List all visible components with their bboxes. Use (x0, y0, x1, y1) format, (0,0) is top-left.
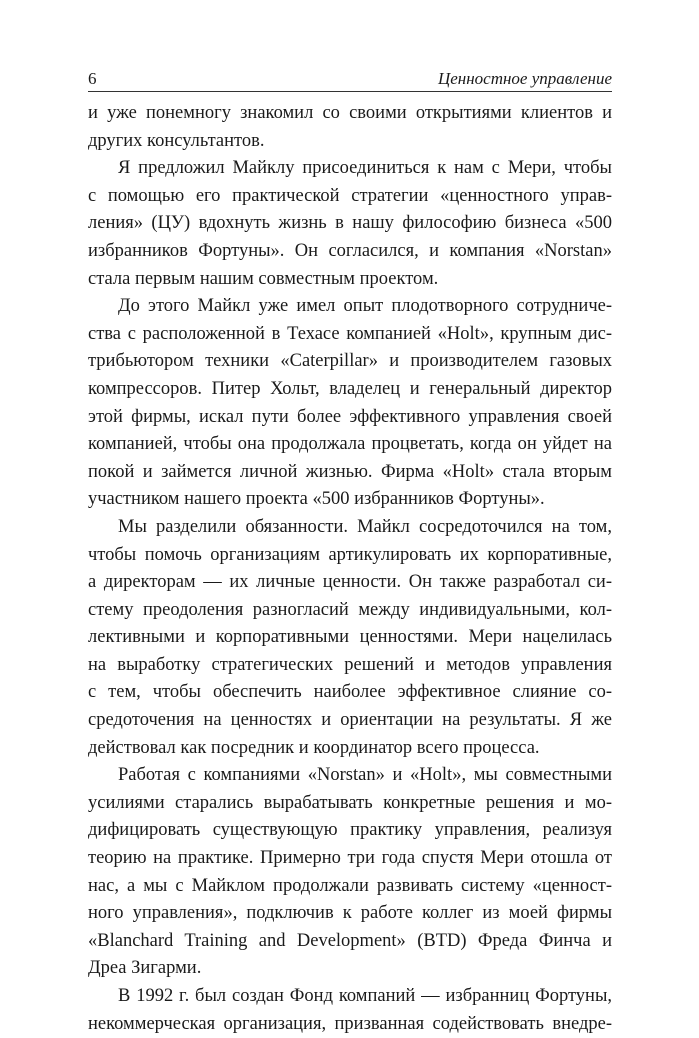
text-line: стала первым нашим совместным проектом. (88, 268, 439, 289)
text-line: а директорам — их личные ценности. Он также разработал си- (88, 572, 612, 593)
text-line: с помощью его практической стратегии «ценностного управ- (88, 185, 612, 206)
text-line: компанией, чтобы она продолжала процветать, когда он уйдет на (88, 434, 612, 455)
text-line: нас, а мы с Майклом продолжали развивать систему «ценност- (88, 875, 612, 896)
text-line: «Blanchard Training and Development» (BTD) Фреда Финча и (88, 930, 612, 951)
text-line: трибьютором техники «Caterpillar» и производителем газовых (88, 351, 612, 372)
text-line: дифицировать существующую практику управления, реализуя (88, 820, 612, 841)
text-line: усилиями старались вырабатывать конкретные решения и мо- (88, 792, 612, 813)
text-line: этой фирмы, искал пути более эффективного управления своей (88, 406, 612, 427)
text-line: чтобы помочь организациям артикулировать их корпоративные, (88, 544, 612, 565)
text-line: с тем, чтобы обеспечить наиболее эффективное слияние со- (88, 682, 612, 703)
text-line: участником нашего проекта «500 избранников Фортуны». (88, 489, 545, 510)
text-line: некоммерческая организация, призванная содействовать внедре- (88, 1013, 612, 1034)
text-line: ного управления», подключив к работе коллег из моей фирмы (88, 903, 612, 924)
text-line: До этого Майкл уже имел опыт плодотворного сотрудниче- (118, 296, 612, 317)
page-number: 6 (88, 69, 97, 88)
text-line: Работая с компаниями «Norstan» и «Holt», мы совместными (118, 765, 612, 786)
text-line: Я предложил Майклу присоединиться к нам с Мери, чтобы (118, 158, 612, 179)
text-line: теорию на практике. Примерно три года спустя Мери отошла от (88, 848, 612, 869)
text-line: на выработку стратегических решений и методов управления (88, 654, 612, 675)
running-title: Ценностное управление (437, 69, 612, 88)
running-header (88, 69, 612, 92)
text-line: избранников Фортуны». Он согласился, и компания «Norstan» (88, 240, 612, 261)
text-line: ления» (ЦУ) вдохнуть жизнь в нашу философию бизнеса «500 (88, 213, 612, 234)
text-line: действовал как посредник и координатор всего процесса. (88, 737, 540, 758)
text-line: Дреа Зигарми. (88, 958, 202, 979)
text-line: стему преодоления разногласий между индивидуальными, кол- (88, 599, 612, 620)
text-line: лективными и корпоративными ценностями. Мери нацелилась (88, 627, 612, 648)
text-line: Мы разделили обязанности. Майкл сосредоточился на том, (118, 516, 612, 537)
body-text (88, 100, 612, 1038)
text-line: покой и займется личной жизнью. Фирма «Holt» стала вторым (88, 461, 612, 482)
text-line: и уже понемногу знакомил со своими открытиями клиентов и (88, 103, 612, 123)
text-line: других консультантов. (88, 130, 265, 151)
text-line: средоточения на ценностях и ориентации на результаты. Я же (88, 710, 612, 731)
text-line: компрессоров. Питер Хольт, владелец и генеральный директор (88, 378, 612, 399)
text-line: В 1992 г. был создан Фонд компаний — избранниц Фортуны, (118, 986, 612, 1006)
text-line: ства с расположенной в Техасе компанией «Holt», крупным дис- (88, 323, 612, 344)
